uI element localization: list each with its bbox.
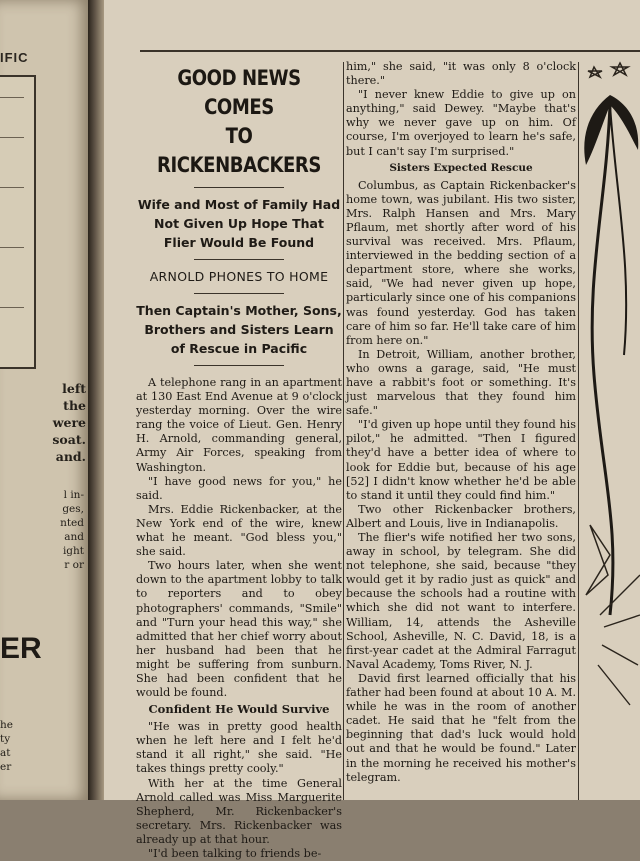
- left-page-heading: IFIC: [0, 50, 29, 65]
- paragraph: "I never knew Eddie to give up on anything," said Dewey. "Maybe that's why we never gave up on him. Of course, I'm overjoyed to learn he's safe, but I can't say I'm surprised.": [346, 88, 576, 158]
- paragraph: A telephone rang in an apartment at 130 East End Avenue at 9 o'clock yesterday morning. Over the wire rang the voice of Lieut. Gen. Henry H. Arnold, commanding general, Army Air Forces, speaking from Washington.: [136, 376, 342, 474]
- subhead: Sisters Expected Rescue: [389, 161, 533, 174]
- ribbon-bow-icon: [584, 95, 638, 615]
- paragraph: "I'd given up hope until they found his pilot," he admitted. "Then I figured they'd have a better idea of where to look for Eddie but, because of his age [52] I didn't know whether he'd be able to stand it until they could find him.": [346, 418, 576, 502]
- left-page-map-image: [0, 75, 36, 369]
- article-column-2: [346, 60, 576, 785]
- deck-1: Wife and Most of Family Had Not Given Up Hope That Flier Would Be Found: [137, 197, 341, 250]
- subhead: Confident He Would Survive: [148, 702, 330, 717]
- headline: GOOD NEWS COMES TO RICKENBACKERS: [157, 66, 321, 177]
- paragraph: him," she said, "it was only 8 o'clock there.": [346, 60, 576, 88]
- column-rule: [578, 62, 579, 800]
- left-page-text-3: he ty at er: [0, 719, 13, 773]
- ribbon-illustration: [580, 55, 640, 800]
- paragraph: "I'd been talking to friends be-: [148, 847, 322, 860]
- top-rule: [140, 50, 640, 52]
- paragraph: David first learned officially that his father had been found at about 10 A. M. while he was in the room of another cadet. He said that he "felt from the beginning that dad's luck would hold out and that he would be found." Later in the morning he received his mother's telegram.: [346, 671, 576, 784]
- left-facing-page: [0, 0, 92, 800]
- left-page-text-1: left the were soat. and.: [52, 381, 86, 464]
- left-page-text-2: l in- ges, nted and ight r or: [60, 489, 84, 571]
- divider: [194, 365, 284, 366]
- left-page-big-text: ER: [0, 632, 42, 665]
- paragraph: Columbus, as Captain Rickenbacker's home town, was jubilant. His two sister, Mrs. Ralph Hansen and Mrs. Mary Pflaum, met shortly after word of his survival was received. Mrs. Pflaum, interviewed in the bedding section of a department store, where she works, said, "We had never given up hope, particularly since one of his companions was found yesterday. God has taken care of him so far. He'll take care of him from here on.": [346, 178, 576, 347]
- divider: [194, 259, 284, 260]
- divider: [194, 187, 284, 188]
- paragraph: With her at the time General Arnold called was Miss Marguerite Shepherd, Mr. Rickenbacker's secretary. Mrs. Rickenbacker was already up at that hour.: [136, 776, 342, 846]
- paragraph: The flier's wife notified her two sons, away in school, by telegram. She did not telephone, she said, because "they would get it by radio just as quick" and because the schools had a routine with which she did not want to interfere. William, 14, attends the Asheville School, Asheville, N. C. David, 18, is a first-year cadet at the Admiral Farragut Naval Academy, Toms River, N. J.: [346, 531, 576, 671]
- page-gutter: [88, 0, 104, 800]
- paragraph: "He was in pretty good health when he left here and I felt he'd stand it all right," she said. "He takes things pretty cooly.": [136, 720, 342, 776]
- divider: [194, 293, 284, 294]
- paragraph: In Detroit, William, another brother, who owns a garage, said, "He must have a rabbit's foot or something. It's just marvelous that they found him safe.": [346, 347, 576, 418]
- paragraph: "I have good news for you," he said.: [136, 474, 342, 502]
- paragraph: Two other Rickenbacker brothers, Albert and Louis, live in Indianapolis.: [346, 502, 576, 530]
- deck-2: ARNOLD PHONES TO HOME: [149, 269, 329, 284]
- star-icon: [588, 63, 628, 77]
- deck-3: Then Captain's Mother, Sons, Brothers and Sisters Learn of Rescue in Pacific: [136, 303, 342, 356]
- column-rule: [343, 62, 344, 800]
- paragraph: Two hours later, when she went down to the apartment lobby to talk to reporters and to obey photographers' commands, "Smile" and "Turn your head this way," she admitted that her chief worry about her husband had been that he might be suffering from sunburn. She had been confident that he would be found.: [136, 559, 342, 700]
- article-column-1: [136, 60, 342, 861]
- paragraph: Mrs. Eddie Rickenbacker, at the New York end of the wire, knew what he meant. "God bless you," she said.: [136, 502, 342, 559]
